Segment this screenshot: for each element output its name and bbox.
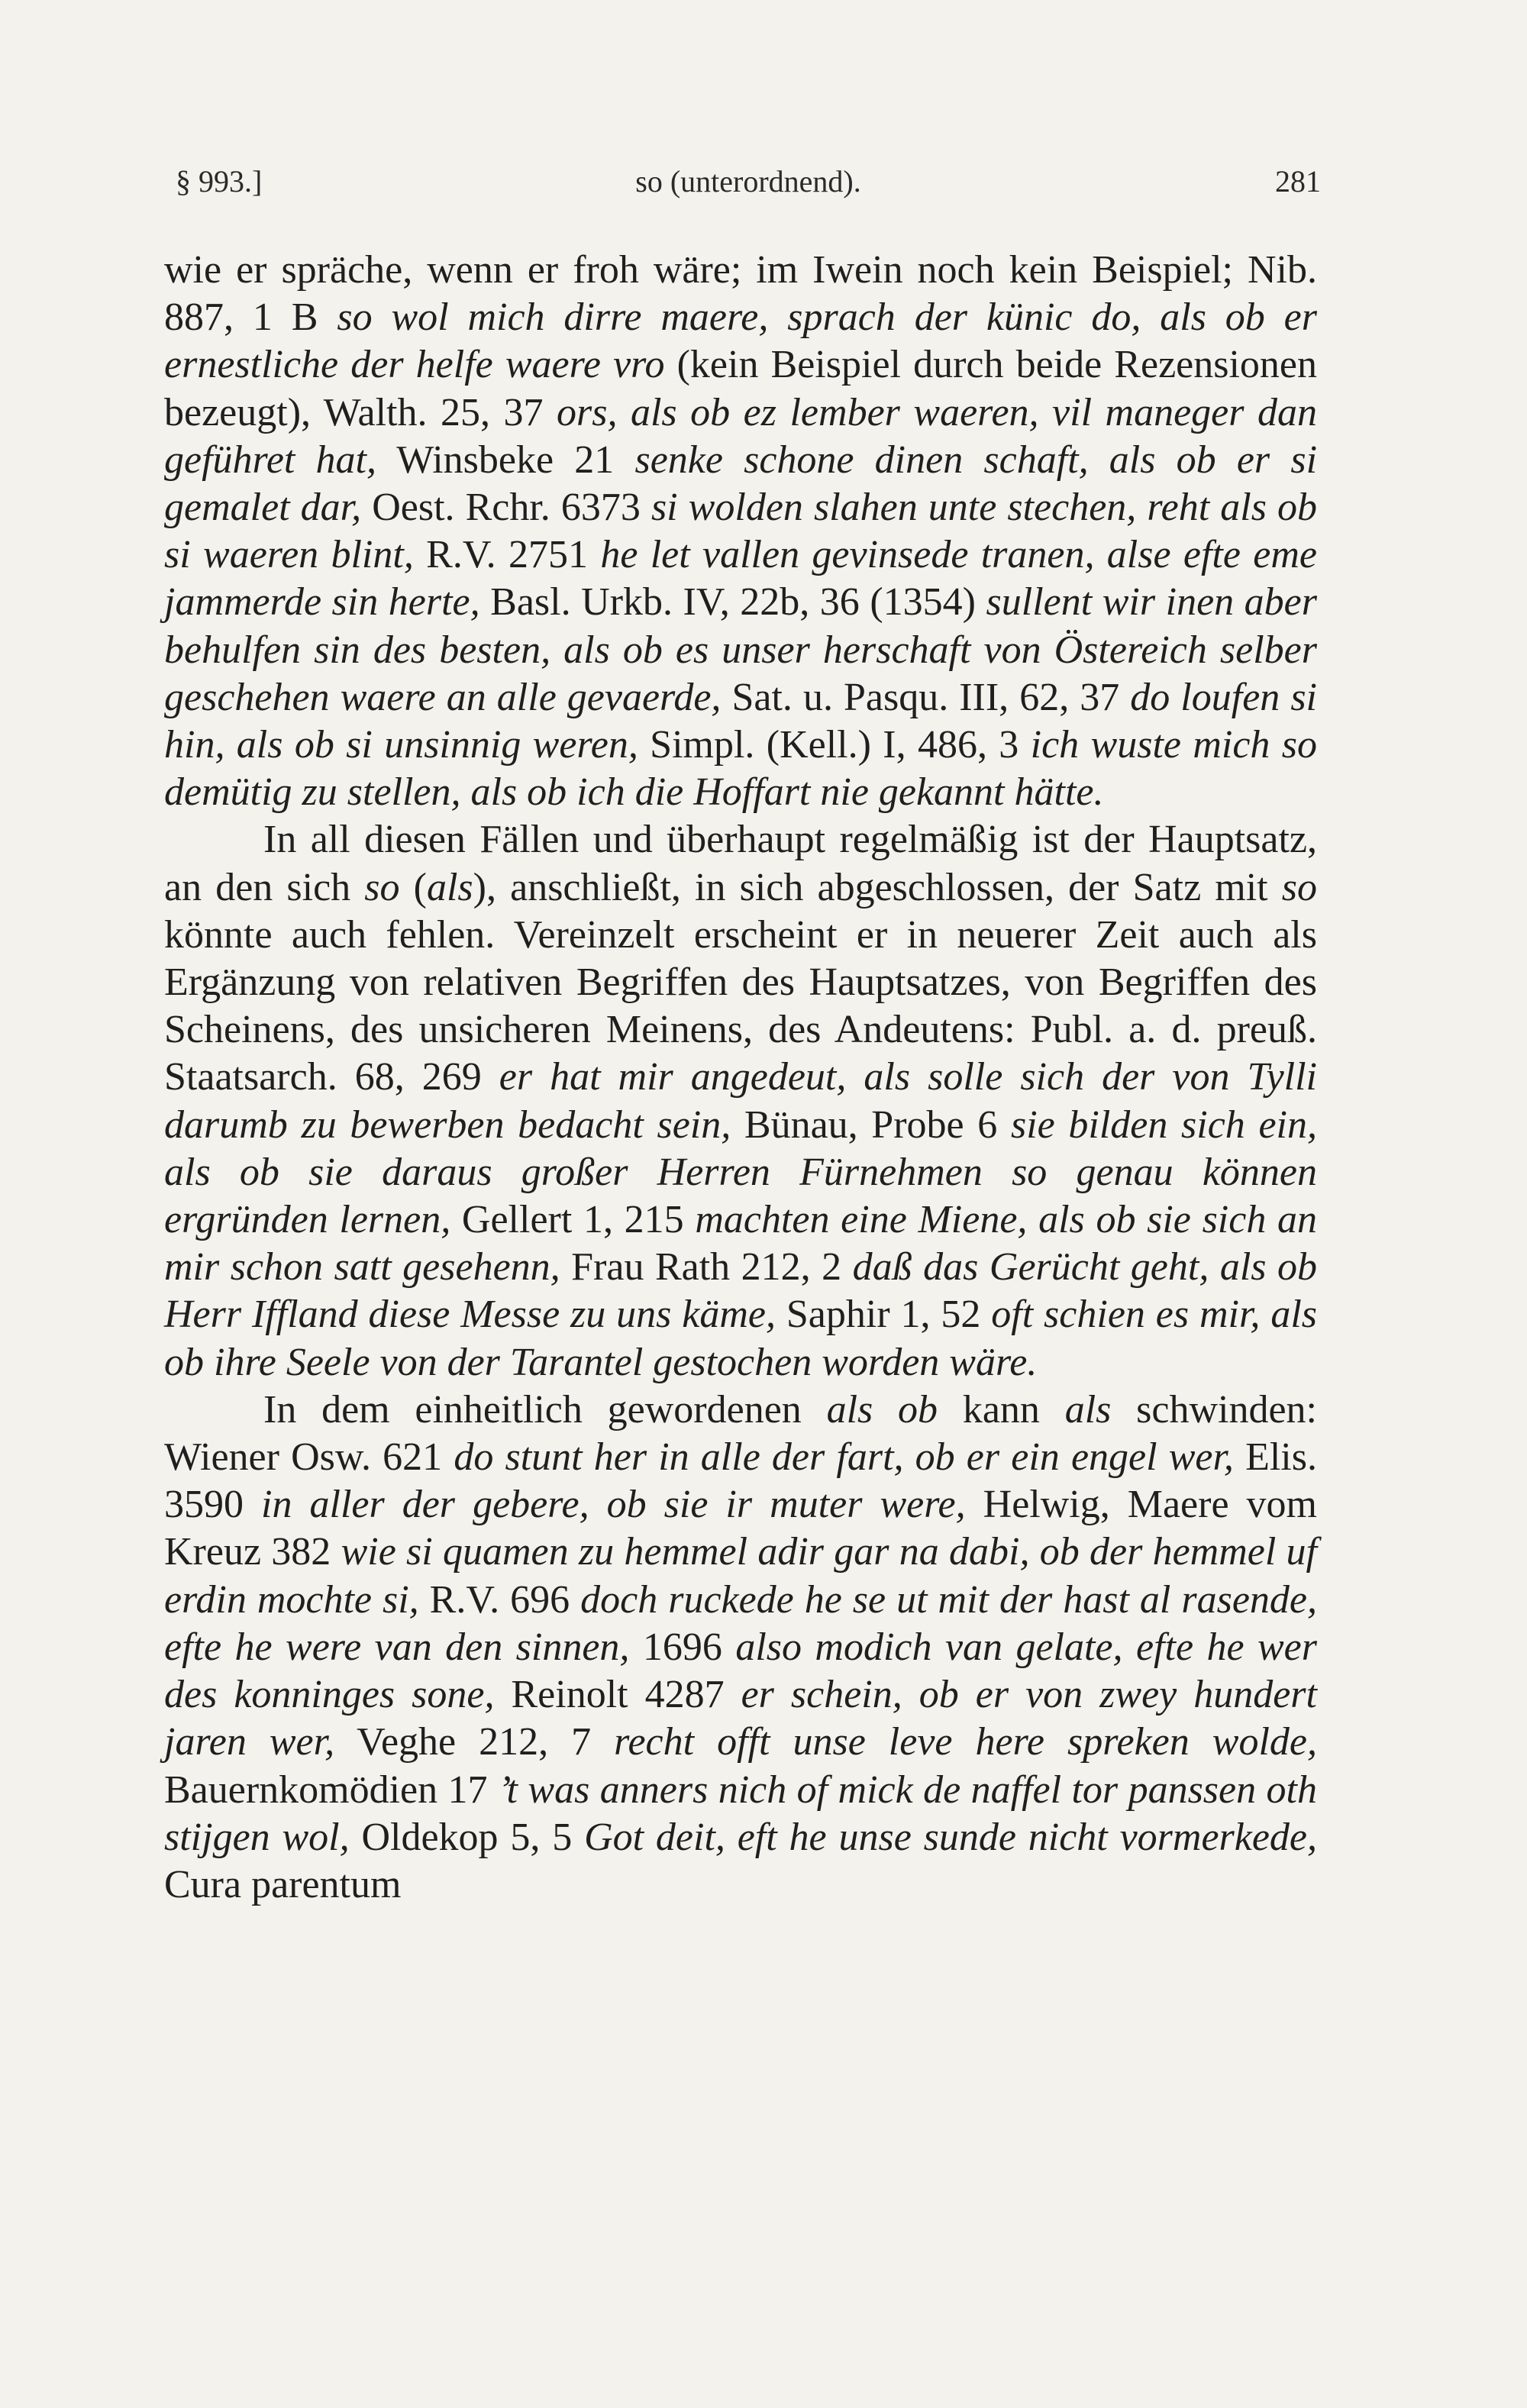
italic-quotation: oft schien es mir, als ob ihre Seele von der Tarantel gestochen worden wäre. (164, 1293, 1317, 1384)
text-segment: Oest. Rchr. 6373 (361, 486, 651, 530)
italic-quotation: in aller der gebere, ob sie ir muter were, (261, 1483, 966, 1527)
italic-quotation: si wolden slahen unte stechen, reht als ob si waeren blint, (164, 486, 1317, 577)
italic-quotation: daß das Gerücht geht, als ob Herr Iffland diese Messe zu uns käme, (164, 1245, 1317, 1337)
italic-quotation: er hat mir angedeut, als solle sich der von Tylli darumb zu bewerben bedacht sein, (164, 1055, 1317, 1147)
paragraph (164, 816, 1317, 1386)
text-segment: Basl. Urkb. IV, 22b, 36 (1354) (479, 580, 986, 625)
text-segment: (kein Beispiel durch beide Rezensionen bezeugt), Walth. 25, 37 (164, 343, 1317, 434)
paragraph (164, 1386, 1317, 1909)
italic-quotation: ich wuste mich so demütig zu stellen, als ob ich die Hoffart nie gekannt hätte. (164, 723, 1317, 815)
text-segment: Saphir 1, 52 (776, 1293, 992, 1337)
italic-quotation: do loufen si hin, als ob si unsinnig weren, (164, 675, 1317, 767)
italic-quotation: sie bilden sich ein, als ob sie daraus großer Herren Fürnehmen so genau können ergründen lernen, (164, 1102, 1317, 1242)
text-segment: Gellert 1, 215 (450, 1198, 696, 1242)
text-segment: Helwig, Maere vom Kreuz 382 (164, 1483, 1318, 1574)
text-segment: In dem einheitlich gewordenen (263, 1387, 827, 1432)
italic-quotation: als (1064, 1387, 1112, 1432)
paragraph (164, 247, 1317, 816)
text-segment: könnte auch fehlen. Vereinzelt erscheint er in neuerer Zeit auch als Ergänzung von relativen Begriffen des Hauptsatzes, von Begriffen des Scheinens, des unsicheren Meinens, des Andeutens: Publ. a. d. preuß. Staatsarch. 68, 269 (164, 912, 1317, 1099)
text-segment: ), anschließt, in sich abgeschlossen, der Satz mit (473, 865, 1282, 909)
text-segment: Simpl. (Kell.) I, 486, 3 (638, 723, 1031, 767)
text-segment: ( (399, 865, 427, 909)
page-number: 281 (1275, 164, 1321, 199)
italic-quotation: he let vallen gevinsede tranen, alse efte eme jammerde sin herte, (164, 533, 1317, 625)
text-segment: Reinolt 4287 (494, 1673, 741, 1717)
text-segment: 1696 (629, 1625, 736, 1669)
italic-quotation: ors, als ob ez lember waeren, vil maneger dan geführet hat, (164, 390, 1317, 482)
text-segment: R.V. 696 (418, 1577, 581, 1622)
text-segment: Oldekop 5, 5 (349, 1815, 585, 1859)
italic-quotation: doch ruckede he se ut mit der hast al rasende, efte he were van den sinnen, (164, 1577, 1317, 1669)
text-segment: Winsbeke 21 (376, 437, 635, 482)
italic-quotation: senke schone dinen schaft, als ob er si gemalet dar, (164, 437, 1318, 530)
text-segment: kann (938, 1387, 1065, 1432)
italic-quotation: so (364, 865, 400, 909)
italic-quotation: er schein, ob er von zwey hundert jaren wer, (164, 1673, 1317, 1764)
italic-quotation: Got deit, eft he unse sunde nicht vormerkede, (584, 1815, 1318, 1859)
running-head (176, 159, 1321, 205)
italic-quotation: so wol mich dirre maere, sprach der künic do, als ob er ernestliche der helfe waere vro (164, 295, 1318, 387)
text-segment: Cura parentum (164, 1862, 402, 1906)
italic-quotation: also modich van gelate, efte he wer des konninges sone, (164, 1625, 1317, 1717)
text-segment: Elis. 3590 (164, 1435, 1317, 1527)
italic-quotation: als ob (826, 1387, 938, 1432)
italic-quotation: machten eine Miene, als ob sie sich an mir schon satt gesehenn, (164, 1198, 1318, 1290)
body-text (164, 247, 1317, 1909)
text-segment: Sat. u. Pasqu. III, 62, 37 (721, 675, 1131, 719)
running-title: so (unterordnend). (635, 164, 861, 199)
text-segment: wie er spräche, wenn er froh wäre; im Iwein noch kein Beispiel; Nib. 887, 1 B (164, 248, 1317, 340)
italic-quotation: ’t was anners nich of mick de naffel tor panssen oth stijgen wol, (164, 1767, 1317, 1859)
text-segment: schwinden: Wiener Osw. 621 (164, 1387, 1317, 1480)
italic-quotation: do stunt her in alle der fart, ob er ein engel wer, (454, 1435, 1234, 1480)
italic-quotation: wie si quamen zu hemmel adir gar na dabi, ob der hemmel uf erdin mochte si, (164, 1530, 1318, 1622)
text-segment: Bauernkomödien 17 (164, 1767, 498, 1812)
text-segment: Frau Rath 212, 2 (560, 1245, 853, 1290)
italic-quotation: sullent wir inen aber behulfen sin des besten, als ob es unser herschaft von Östereich selber geschehen waere an alle gevaerde, (164, 580, 1317, 719)
section-reference: § 993.] (176, 164, 263, 199)
text-segment: In all diesen Fällen und überhaupt regelmäßig ist der Hauptsatz, an den sich (164, 818, 1317, 909)
italic-quotation: so (1281, 865, 1317, 909)
text-segment: Bünau, Probe 6 (731, 1102, 1011, 1147)
text-segment: Veghe 212, 7 (334, 1720, 615, 1764)
text-segment: R.V. 2751 (413, 533, 601, 577)
italic-quotation: als (426, 865, 473, 909)
italic-quotation: recht offt unse leve here spreken wolde, (614, 1720, 1317, 1764)
